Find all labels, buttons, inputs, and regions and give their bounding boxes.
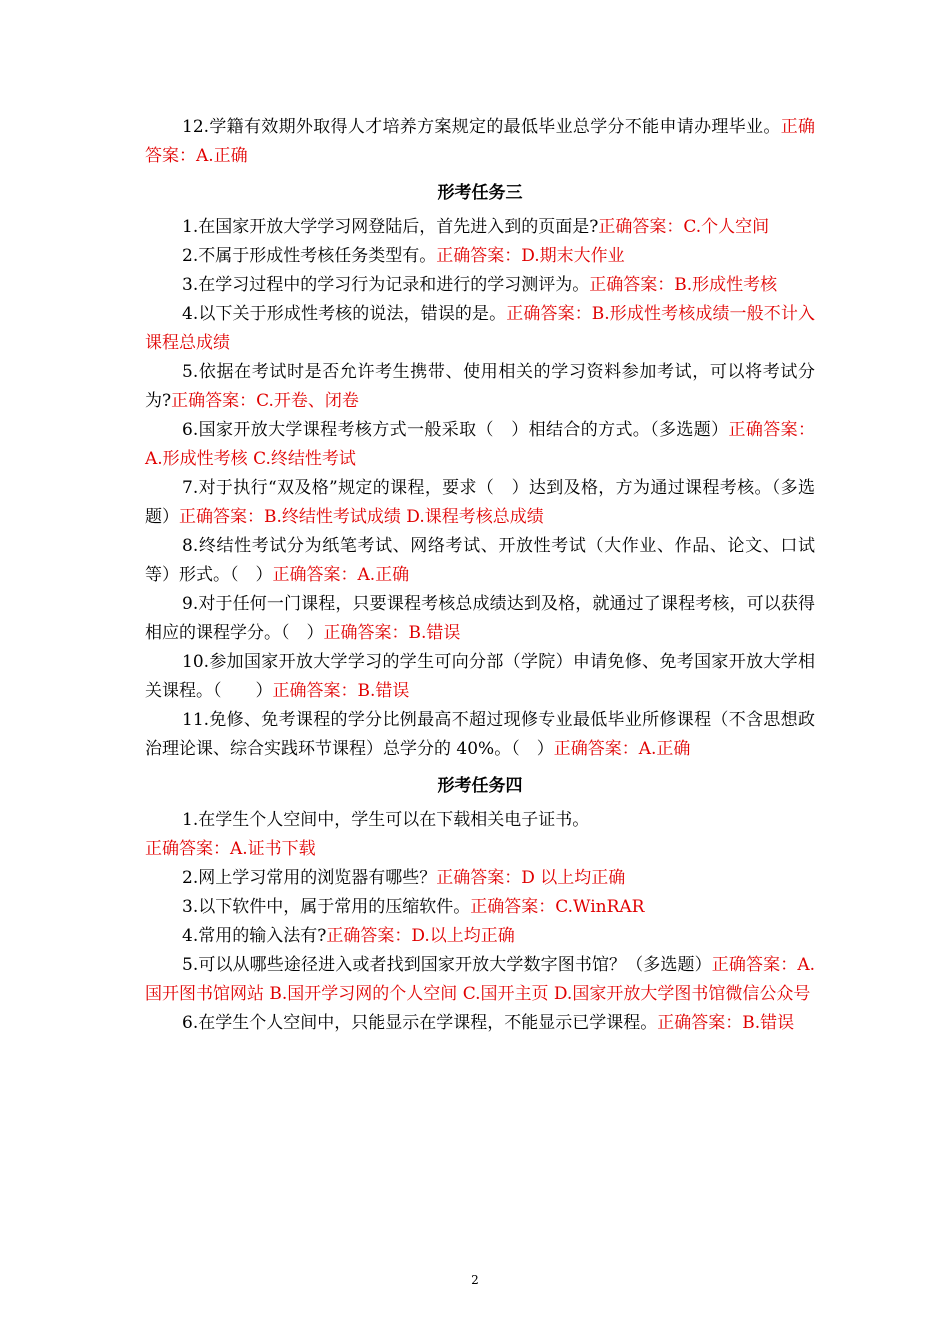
question-text: 12.学籍有效期外取得人才培养方案规定的最低毕业总学分不能申请办理毕业。 [182,117,781,137]
question-item [145,806,815,864]
question-item [145,1009,815,1038]
answer-text: 正确答案：B.错误 [323,623,461,643]
answer-text: 正确答案：A.证书下载 [145,839,316,859]
question-item [145,474,815,532]
question-text: 8.终结性考试分为纸笔考试、网络考试、开放性考试（大作业、作品、论文、口试等）形式。（ ） [145,536,815,585]
answer-text: 正确答案：A.正确 [553,739,691,759]
answer-text: 正确答案：A.形成性考核 C.终结性考试 [145,420,816,469]
question-text: 1.在国家开放大学学习网登陆后，首先进入到的页面是? [182,217,599,237]
question-item [145,271,815,300]
answer-text: 正确答案：A.正确 [145,117,816,166]
question-item [145,358,815,416]
answer-text: 正确答案：B.终结性考试成绩 D.课程考核总成绩 [179,507,544,527]
question-item [145,242,815,271]
document-body [145,113,815,1038]
question-text: 11.免修、免考课程的学分比例最高不超过现修专业最低毕业所修课程（不含思想政治理论课、综合实践环节课程）总学分的 40%。（ ） [145,710,815,759]
question-text: 3.在学习过程中的学习行为记录和进行的学习测评为。 [182,275,590,295]
question-item [145,864,815,893]
question-item [145,113,815,171]
answer-text: 正确答案：C.WinRAR [470,897,645,917]
question-item [145,706,815,764]
question-item [145,590,815,648]
question-item [145,213,815,242]
question-item [145,951,815,1009]
question-text: 7.对于执行“双及格”规定的课程，要求（ ）达到及格，方为通过课程考核。（多选题） [145,478,815,527]
answer-text: 正确答案：D 以上均正确 [436,868,626,888]
question-text: 2.不属于形成性考核任务类型有。 [182,246,437,266]
question-text: 3.以下软件中，属于常用的压缩软件。 [182,897,471,917]
answer-text: 正确答案：B.形成性考核成绩一般不计入课程总成绩 [145,304,815,353]
question-item [145,648,815,706]
answer-text: 正确答案：C.个人空间 [598,217,770,237]
answer-text: 正确答案：B.形成性考核 [589,275,778,295]
question-text: 1.在学生个人空间中，学生可以在下载相关电子证书。 [182,810,590,830]
answer-text: 正确答案：B.错误 [272,681,410,701]
question-item [145,922,815,951]
question-text: 6.在学生个人空间中，只能显示在学课程，不能显示已学课程。 [182,1013,658,1033]
question-text: 5.依据在考试时是否允许考生携带、使用相关的学习资料参加考试，可以将考试分为? [145,362,815,411]
page-number: 2 [471,1273,479,1287]
question-item [145,300,815,358]
question-item [145,532,815,590]
section-heading: 形考任务三 [437,183,523,203]
question-item [145,416,815,474]
answer-text: 正确答案：B.错误 [657,1013,795,1033]
question-item [145,893,815,922]
answer-text: 正确答案：A.国开图书馆网站 B.国开学习网的个人空间 C.国开主页 D.国家开放大学图书馆微信公众号 [145,955,815,1004]
answer-text: 正确答案：C.开卷、闭卷 [171,391,359,411]
question-text: 2.网上学习常用的浏览器有哪些？ [182,868,437,888]
answer-text: 正确答案：D.期末大作业 [436,246,625,266]
question-text: 4.常用的输入法有? [182,926,327,946]
question-text: 10.参加国家开放大学学习的学生可向分部（学院）申请免修、免考国家开放大学相关课程。（ ） [145,652,815,701]
question-text: 5.可以从哪些途径进入或者找到国家开放大学数字图书馆？（多选题） [182,955,712,975]
question-text: 4.以下关于形成性考核的说法，错误的是。 [182,304,507,324]
section-heading: 形考任务四 [437,776,523,796]
question-text: 6.国家开放大学课程考核方式一般采取（ ）相结合的方式。（多选题） [182,420,729,440]
question-text: 9.对于任何一门课程，只要课程考核总成绩达到及格，就通过了课程考核，可以获得相应的课程学分。（ ） [145,594,815,643]
answer-text: 正确答案：D.以上均正确 [326,926,515,946]
answer-text: 正确答案：A.正确 [272,565,410,585]
